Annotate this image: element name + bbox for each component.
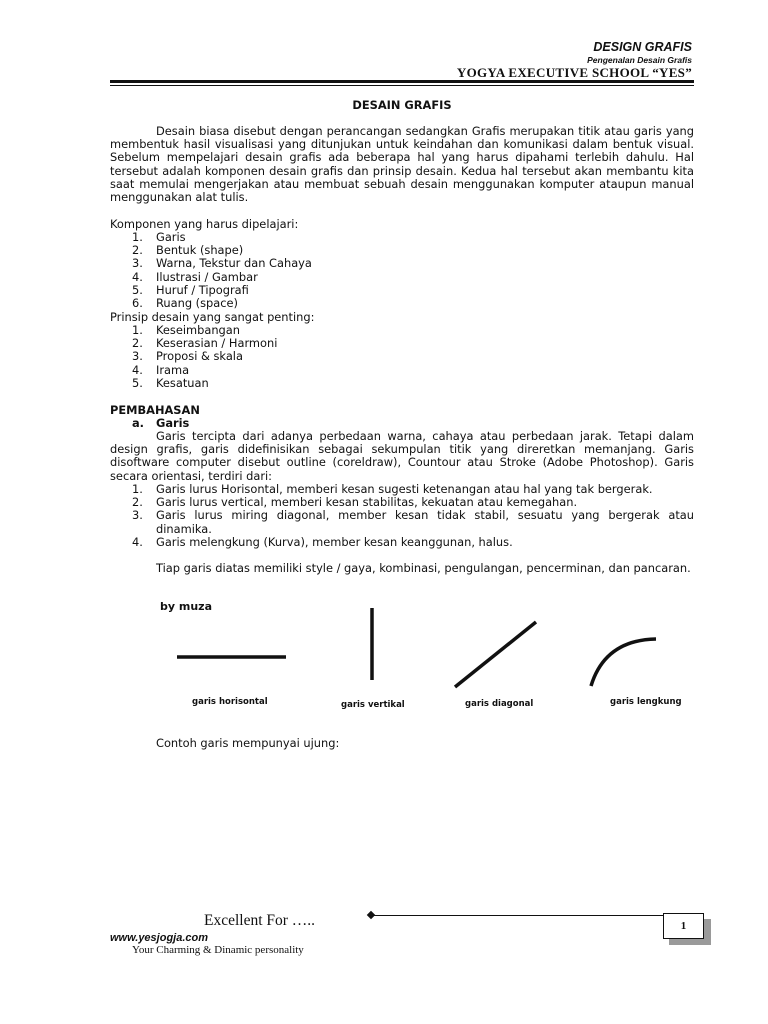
list-item: 5. Huruf / Tipografi <box>132 282 249 297</box>
list-item: 3. Garis lurus miring diagonal, member kesan tidak stabil, sesuatu yang bergerak atau dinamika. <box>132 508 694 536</box>
header-rule-thick <box>110 80 694 83</box>
footer-tagline: Your Charming & Dinamic personality <box>132 944 304 956</box>
section-heading-pembahasan: PEMBAHASAN <box>110 403 200 417</box>
header-subtitle: Pengenalan Desain Grafis <box>587 55 692 65</box>
header-title: DESIGN GRAFIS <box>593 40 692 54</box>
header-school: YOGYA EXECUTIVE SCHOOL “YES” <box>456 65 692 80</box>
list-item: 5. Kesatuan <box>132 375 209 390</box>
list-item: 1. Keseimbangan <box>132 323 240 337</box>
diagonal-line <box>455 622 536 687</box>
prinsip-list <box>110 324 694 390</box>
garis-paragraph: Garis tercipta dari adanya perbedaan warna, cahaya atau perbedaan jarak. Tetapi dalam design grafis, garis didefinisikan sebagai sekumpulan titik yang direretkan memanjang. Garis disoftware computer disebut outline (coreldraw), Countour atau Stroke (Adobe Photoshop). Garis secara orientasi, terdiri dari: <box>110 429 694 483</box>
list-item: 4. Garis melengkung (Kurva), member kesan keanggunan, halus. <box>132 534 513 549</box>
list-item: 2. Keserasian / Harmoni <box>132 336 278 351</box>
list-item: 6. Ruang (space) <box>132 296 238 311</box>
list-item: 2. Bentuk (shape) <box>132 243 244 258</box>
line-types-figure <box>150 598 710 718</box>
document-title: DESAIN GRAFIS <box>352 98 452 112</box>
figure-author: by muza <box>160 600 212 613</box>
footer-excellent: Excellent For ….. <box>204 912 316 929</box>
komponen-list <box>110 231 694 310</box>
caption-diagonal: garis diagonal <box>465 699 534 709</box>
caption-curve: garis lengkung <box>610 697 682 707</box>
list-item: 4. Irama <box>132 362 190 377</box>
footer-diamond-icon <box>367 911 375 919</box>
contoh-line: Contoh garis mempunyai ujung: <box>156 736 340 750</box>
garis-types-list <box>110 483 694 549</box>
page-number: 1 <box>663 913 704 939</box>
prinsip-heading: Prinsip desain yang sangat penting: <box>110 310 315 324</box>
list-item: 4. Ilustrasi / Gambar <box>132 269 258 284</box>
footer-url: www.yesjogja.com <box>110 932 209 944</box>
caption-vertical: garis vertikal <box>341 700 405 710</box>
list-item: 2. Garis lurus vertical, memberi kesan stabilitas, kekuatan atau kemegahan. <box>132 495 578 510</box>
curve-line <box>591 639 656 686</box>
intro-paragraph: Desain biasa disebut dengan perancangan sedangkan Grafis merupakan titik atau garis yang membentuk hasil visualisasi yang ditunjukan untuk keindahan dan komunikasi dalam bentuk visual. Sebelum mempelajari desain grafis ada beberapa hal yang harus dipahami terlebih dahulu. Hal tersebut adalah komponen desain grafis dan prinsip desain. Kedua hal tersebut akan membantu kita saat memulai mengerjakan atau membuat sebuah desain menggunakan komputer ataupun manual menggunakan alat tulis. <box>110 124 694 205</box>
list-item: 3. Proposi & skala <box>132 349 243 364</box>
header-rule-thin <box>110 85 694 86</box>
subsection-label: a. <box>132 416 145 430</box>
list-item: 3. Warna, Tekstur dan Cahaya <box>132 256 312 271</box>
footer-rule <box>372 915 664 916</box>
style-paragraph: Tiap garis diatas memiliki style / gaya, kombinasi, pengulangan, pencerminan, dan pancaran. <box>156 561 691 575</box>
list-item: 1. Garis <box>132 230 186 244</box>
komponen-heading: Komponen yang harus dipelajari: <box>110 217 299 231</box>
list-item: 1. Garis lurus Horisontal, memberi kesan sugesti ketenangan atau hal yang tak bergerak. <box>132 482 653 496</box>
caption-horizontal: garis horisontal <box>192 697 268 707</box>
subsection-title: Garis <box>156 416 190 430</box>
